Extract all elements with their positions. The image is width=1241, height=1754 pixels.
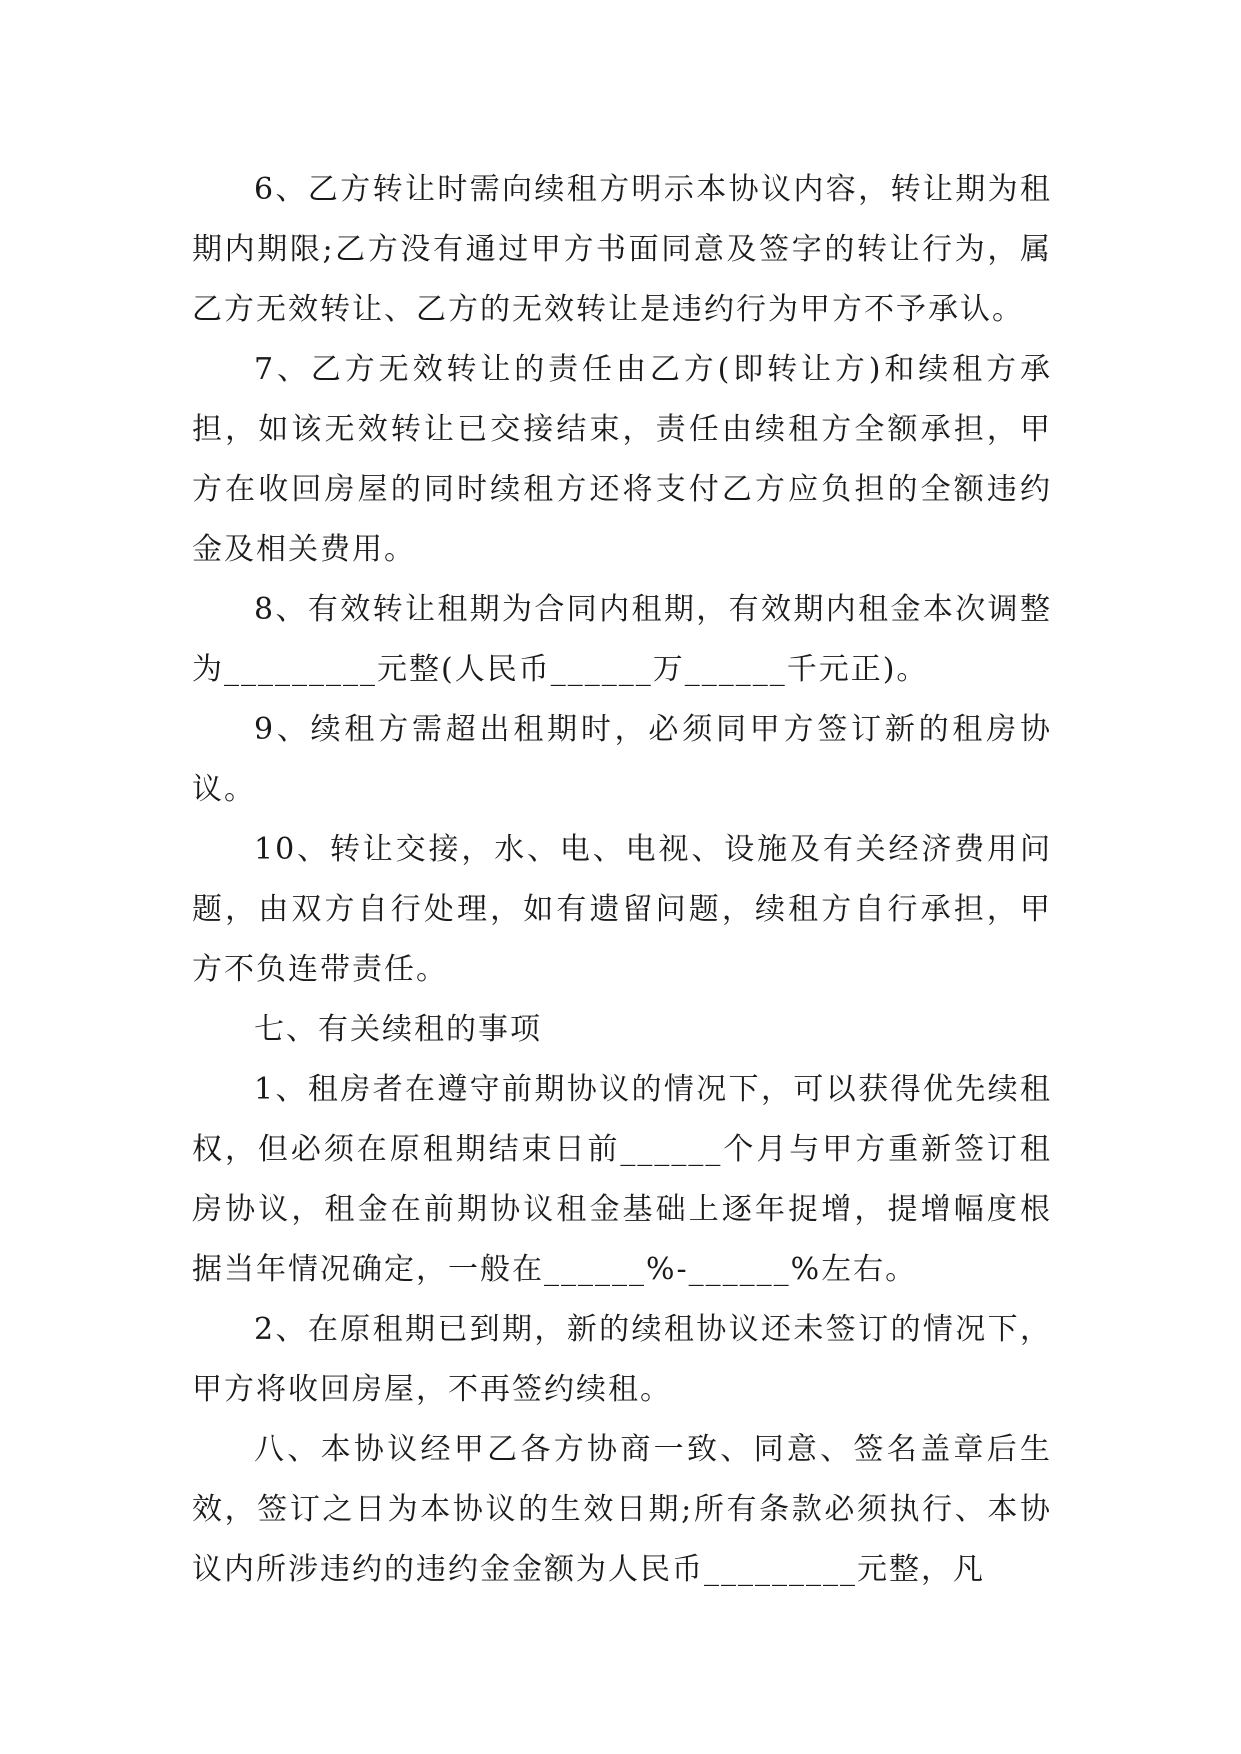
section-8-paragraph: 八、本协议经甲乙各方协商一致、同意、签名盖章后生效，签订之日为本协议的生效日期;所有条款必须执行、本协议内所涉违约的违约金金额为人民币_________元整，凡 (192, 1432, 1052, 1587)
renewal-clause-1-paragraph: 1、租房者在遵守前期协议的情况下，可以获得优先续租权，但必须在原租期结束日前______个月与甲方重新签订租房协议，租金在前期协议租金基础上逐年捉增，提增幅度根据当年情况确定，一般在______%-______%左右。 (192, 1072, 1052, 1287)
renewal-clause-2-paragraph: 2、在原租期已到期，新的续租协议还未签订的情况下，甲方将收回房屋，不再签约续租。 (192, 1312, 1052, 1407)
clause-9-paragraph: 9、续租方需超出租期时，必须同甲方签订新的租房协议。 (192, 712, 1052, 807)
clause-10-paragraph: 10、转让交接，水、电、电视、设施及有关经济费用问题，由双方自行处理，如有遗留问题，续租方自行承担，甲方不负连带责任。 (192, 832, 1052, 987)
document-body (192, 160, 1052, 1600)
clause-8-paragraph: 8、有效转让租期为合同内租期，有效期内租金本次调整为_________元整(人民币______万______千元正)。 (192, 592, 1052, 687)
section-7-heading: 七、有关续租的事项 (254, 1012, 542, 1047)
clause-7-paragraph: 7、乙方无效转让的责任由乙方(即转让方)和续租方承担，如该无效转让已交接结束，责任由续租方全额承担，甲方在收回房屋的同时续租方还将支付乙方应负担的全额违约金及相关费用。 (192, 352, 1052, 567)
clause-6-paragraph: 6、乙方转让时需向续租方明示本协议内容，转让期为租期内期限;乙方没有通过甲方书面同意及签字的转让行为，属乙方无效转让、乙方的无效转让是违约行为甲方不予承认。 (192, 172, 1052, 327)
